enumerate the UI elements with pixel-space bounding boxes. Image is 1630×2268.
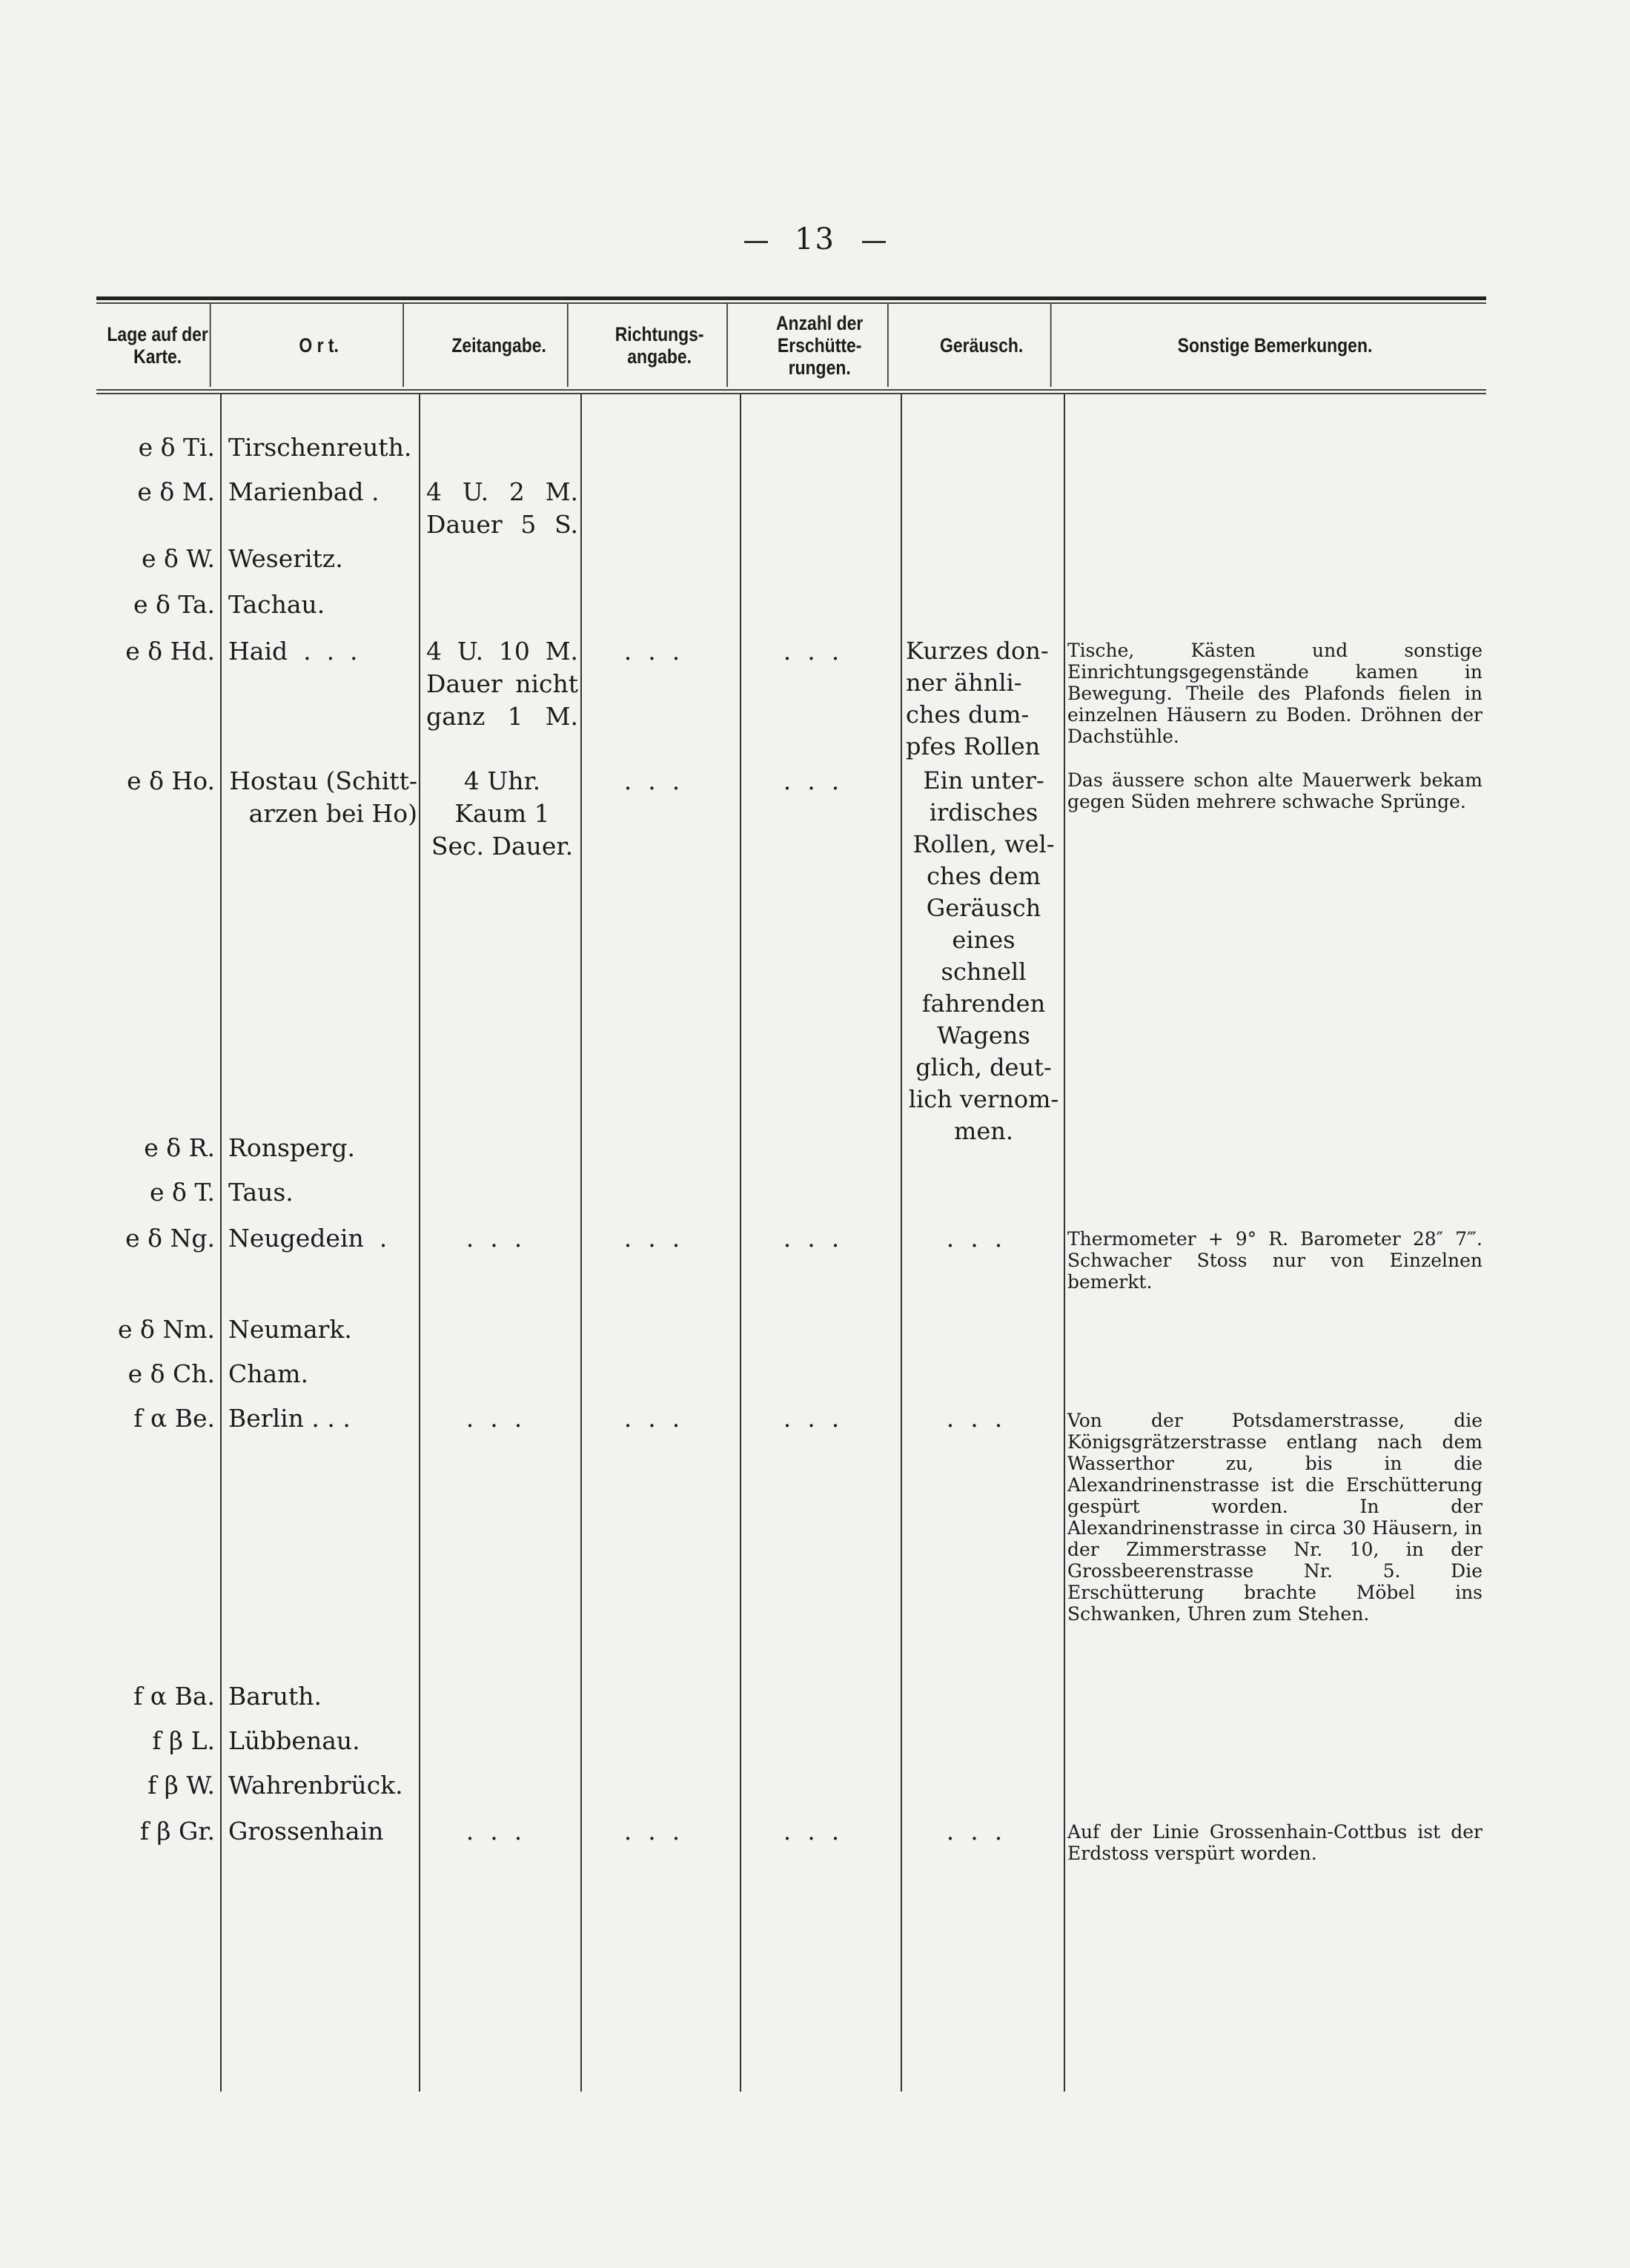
ort: Haid . . . bbox=[228, 637, 358, 666]
page-number: 13 bbox=[0, 222, 1630, 256]
ort: Tachau. bbox=[228, 590, 325, 619]
lage: e δ Nm. bbox=[117, 1315, 215, 1344]
ort: Tirschenreuth. bbox=[228, 433, 412, 462]
top-rule bbox=[96, 296, 1486, 300]
lage: e δ Ch. bbox=[127, 1359, 215, 1388]
lage: e δ W. bbox=[141, 544, 215, 573]
dash-right bbox=[862, 241, 886, 243]
bemerkung: Auf der Linie Grossenhain-Cottbus ist der Erdstoss verspürt worden. bbox=[1067, 1821, 1482, 1864]
lage: f β L. bbox=[152, 1726, 215, 1755]
lage: e δ Hd. bbox=[125, 637, 215, 666]
header-rule bbox=[96, 389, 1486, 391]
geraeusch: ... bbox=[946, 1224, 1019, 1253]
anzahl: ... bbox=[783, 766, 856, 795]
header-lage: Lage auf der Karte. bbox=[106, 304, 211, 387]
anzahl: ... bbox=[783, 1404, 856, 1433]
ort: Grossenhain bbox=[228, 1817, 384, 1846]
zeitangabe: 4 Uhr. Kaum 1 Sec. Dauer. bbox=[431, 766, 574, 861]
bemerkung: Tische, Kästen und sonstige Einrichtungsgegenstände kamen in Bewegung. Theile des Plafonds fielen in einzelnen Häusern zu Boden. Dröhnen der Dachstühle. bbox=[1067, 640, 1482, 747]
ort: Cham. bbox=[228, 1359, 308, 1388]
anzahl: ... bbox=[783, 1817, 856, 1846]
bemerkung: Von der Potsdamerstrasse, die Königsgrätzerstrasse entlang nach dem Wasserthor zu, bis in die Alexandrinenstrasse ist die Erschütterung gespürt worden. In der Alexandrinenstrasse in circa 30 Häusern, in der Zimmerstrasse Nr. 10, in der Grossbeerenstrasse Nr. 5. Die Erschütterung brachte Möbel ins Schwanken, Uhren zum Stehen. bbox=[1067, 1410, 1482, 1625]
ort: Taus. bbox=[228, 1178, 294, 1207]
richtungsangabe: ... bbox=[623, 637, 697, 666]
geraeusch: ... bbox=[946, 1404, 1019, 1433]
ort: Hostau (Schitt-arzen bei Ho) bbox=[229, 766, 417, 828]
lage: e δ Ti. bbox=[138, 433, 215, 462]
ort: Marienbad . bbox=[228, 477, 380, 506]
ort: Ronsperg. bbox=[228, 1133, 355, 1162]
geraeusch: Ein unter- irdisches Rollen, wel- ches dem Geräusch eines schnell fahrenden Wagens glich, deut- lich vernom- men. bbox=[908, 766, 1059, 1145]
zeitangabe: 4 U. 10 M. Dauer nicht ganz 1 M. bbox=[426, 637, 578, 731]
lage: e δ Ng. bbox=[125, 1224, 215, 1253]
anzahl: ... bbox=[783, 637, 856, 666]
ort: Neumark. bbox=[228, 1315, 352, 1344]
header-ort: O r t. bbox=[235, 304, 404, 387]
lage: e δ Ta. bbox=[133, 590, 215, 619]
ort: Berlin . . . bbox=[228, 1404, 351, 1433]
table-body bbox=[96, 394, 1486, 2092]
richtungsangabe: ... bbox=[623, 1404, 697, 1433]
lage: e δ Ho. bbox=[127, 766, 215, 795]
header-bemerkungen: Sonstige Bemerkungen. bbox=[1177, 334, 1373, 357]
lage: f α Ba. bbox=[133, 1682, 215, 1711]
dash-left bbox=[744, 241, 768, 243]
column-divider bbox=[220, 394, 222, 2092]
earthquake-report-table bbox=[96, 296, 1486, 2092]
lage: f β W. bbox=[148, 1771, 215, 1800]
richtungsangabe: ... bbox=[623, 1224, 697, 1253]
geraeusch: ... bbox=[946, 1817, 1019, 1846]
anzahl: ... bbox=[783, 1224, 856, 1253]
header-richtungsangabe: Richtungs-angabe. bbox=[592, 304, 728, 387]
header-geraeusch: Geräusch. bbox=[913, 304, 1052, 387]
ort: Lübbenau. bbox=[228, 1726, 360, 1755]
lage: f β Gr. bbox=[139, 1817, 215, 1846]
lage: f α Be. bbox=[133, 1404, 215, 1433]
bemerkung: Thermometer + 9° R. Barometer 28″ 7‴. Schwacher Stoss nur von Einzelnen bemerkt. bbox=[1067, 1228, 1482, 1293]
ort: Baruth. bbox=[228, 1682, 322, 1711]
richtungsangabe: ... bbox=[623, 766, 697, 795]
ort: Wahrenbrück. bbox=[228, 1771, 403, 1800]
lage: e δ R. bbox=[144, 1133, 215, 1162]
header-zeitangabe: Zeitangabe. bbox=[431, 304, 568, 387]
zeitangabe: ... bbox=[466, 1817, 539, 1846]
ort: Neugedein . bbox=[228, 1224, 388, 1253]
lage: e δ M. bbox=[137, 477, 215, 506]
zeitangabe: ... bbox=[466, 1404, 539, 1433]
richtungsangabe: ... bbox=[623, 1817, 697, 1846]
header-anzahl: Anzahl der Erschütte-rungen. bbox=[752, 304, 888, 387]
column-divider bbox=[901, 394, 902, 2092]
ort: Weseritz. bbox=[228, 544, 343, 573]
lage: e δ T. bbox=[149, 1178, 215, 1207]
bemerkung: Das äussere schon alte Mauerwerk bekam gegen Süden mehrere schwache Sprünge. bbox=[1067, 769, 1482, 812]
geraeusch: Kurzes don- ner ähnli- ches dum- pfes Rollen bbox=[906, 637, 1049, 760]
zeitangabe: 4 U. 2 M. Dauer 5 S. bbox=[426, 477, 578, 539]
zeitangabe: ... bbox=[466, 1224, 539, 1253]
table-header bbox=[96, 304, 1486, 387]
column-divider bbox=[1064, 394, 1065, 2092]
